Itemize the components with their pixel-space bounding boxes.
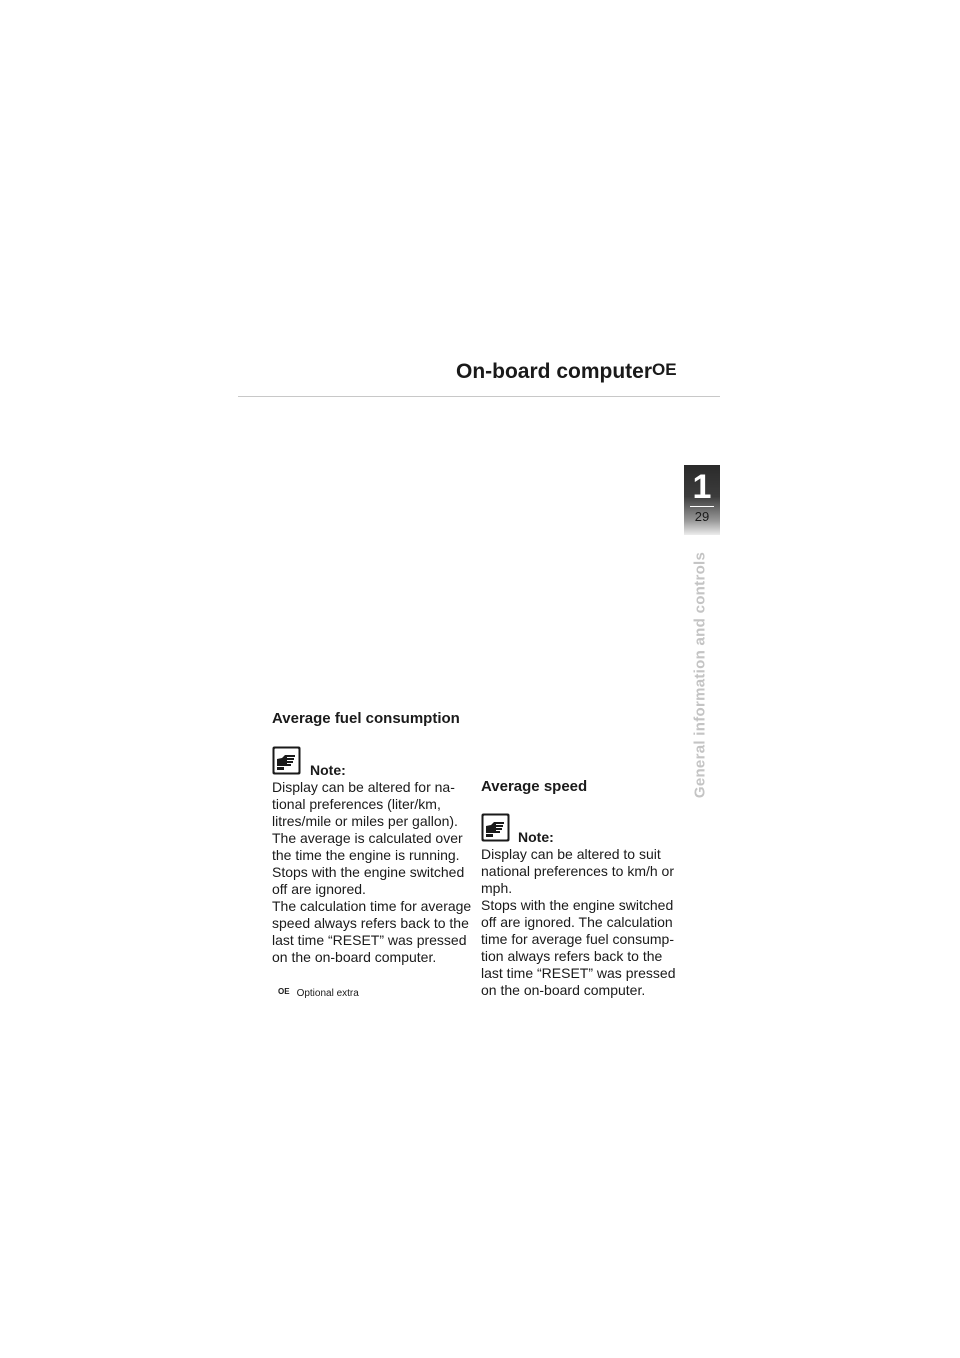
page-number: 29 [694,509,710,524]
optional-extra-marker: OE [652,360,677,379]
body-line: Stops with the engine switched [481,897,674,913]
body-line: The average is calculated over [272,830,463,846]
chapter-side-label-text: General information and controls [691,551,709,799]
note-hand-icon [481,813,510,842]
note-hand-icon [272,746,301,775]
body-line: The calculation time for average [272,898,472,914]
body-line: litres/mile or miles per gallon). [272,813,458,829]
body-line: tion always refers back to the [481,948,663,964]
note-body-average-fuel-consumption [272,779,472,966]
page-title-text: On-board computer [456,360,653,383]
footnote-text: Optional extra [296,988,359,999]
header-divider [238,396,720,397]
body-line: Stops with the engine switched [272,864,465,880]
body-line: off are ignored. The calculation [481,914,673,930]
body-line: time for average fuel consump- [481,931,674,947]
note-label: Note: [518,829,554,845]
body-line: last time “RESET” was pressed [272,932,467,948]
body-line: the time the engine is running. [272,847,460,863]
section-heading-average-speed: Average speed [481,778,588,795]
chapter-number: 1 [692,468,712,506]
body-line: on the on-board computer. [272,949,437,965]
note-label: Note: [310,762,346,778]
page-title [456,360,716,384]
body-line: national preferences to km/h or [481,863,674,879]
footnote [278,988,359,999]
note-body-average-speed [481,846,686,999]
footnote-mark: OE [278,987,290,996]
body-line: Display can be altered to suit [481,846,661,862]
body-line: speed always refers back to the [272,915,469,931]
body-line: mph. [481,880,513,896]
body-line: off are ignored. [272,881,366,897]
chapter-tab [684,465,720,535]
section-heading-average-fuel-consumption: Average fuel consumption [272,710,460,727]
chapter-tab-divider [690,506,714,507]
body-line: tional preferences (liter/km, [272,796,441,812]
body-line: Display can be altered for na- [272,779,455,795]
body-line: on the on-board computer. [481,982,646,998]
body-line: last time “RESET” was pressed [481,965,676,981]
